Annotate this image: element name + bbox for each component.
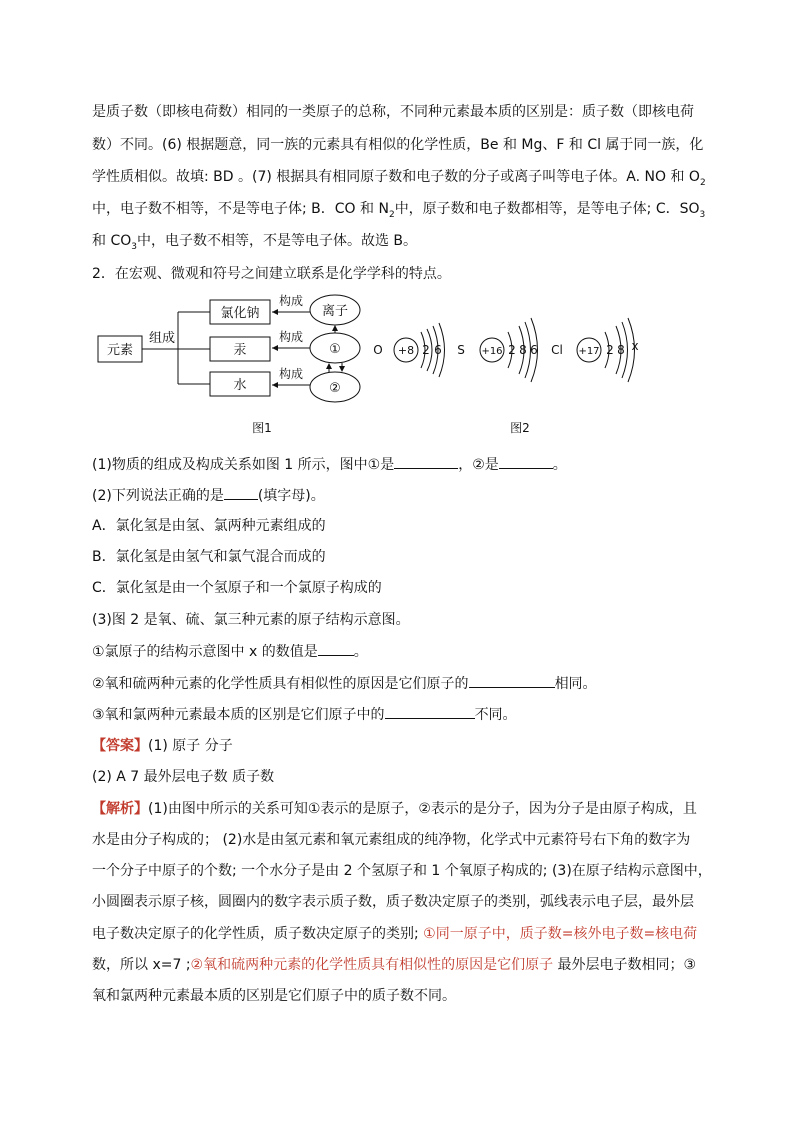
answer-tag: 【答案】 <box>92 738 148 754</box>
question-part <box>92 456 567 473</box>
shell-count: x <box>631 339 639 353</box>
analysis-line <box>92 801 697 817</box>
answer-text: (1) 原子 分子 <box>148 738 233 754</box>
text-line <box>92 201 706 220</box>
ion-label: 离子 <box>321 304 349 319</box>
question-part: (3)图 2 是氧、硫、氯三种元素的原子结构示意图。 <box>92 612 410 628</box>
shell-count: 6 <box>434 343 442 357</box>
shell-count: 6 <box>530 343 538 357</box>
form-label: 构成 <box>278 330 304 344</box>
shell-count: 2 <box>422 343 430 357</box>
oxygen-nucleus-label: +8 <box>397 344 415 357</box>
shell-count: 8 <box>617 343 625 357</box>
analysis-text: 最外层电子数相同；③ <box>557 957 697 973</box>
analysis-line: 氧和氯两种元素最本质的区别是它们原子中的质子数不同。 <box>92 988 456 1004</box>
figure1-caption: 图1 <box>252 421 272 435</box>
answer-blank <box>469 675 555 688</box>
text-segment: ②氧和硫两种元素的化学性质具有相似性的原因是它们原子的 <box>92 676 469 692</box>
oxygen-symbol: O <box>373 343 383 357</box>
shell-count: 8 <box>519 343 527 357</box>
text-line <box>92 169 706 188</box>
subscript: 2 <box>388 209 395 220</box>
answer-blank <box>394 456 458 469</box>
option: C．氯化氢是由一个氢原子和一个氯原子构成的 <box>92 580 382 596</box>
analysis-highlight: ②氧和硫两种元素的化学性质具有相似性的原因是它们原子 <box>190 957 558 973</box>
chlorine-nucleus-label: +17 <box>578 346 600 357</box>
option: B．氯化氢是由氢气和氯气混合而成的 <box>92 549 326 565</box>
text-segment: ，②是 <box>458 457 499 473</box>
question-part <box>92 675 597 692</box>
analysis-line <box>92 957 696 973</box>
answer-blank <box>499 456 553 469</box>
text-segment: (1)物质的组成及构成关系如图 1 所示，图中①是 <box>92 457 395 473</box>
analysis-highlight: ①同一原子中，质子数=核外电子数=核电荷 <box>423 926 698 942</box>
answer-line <box>92 738 233 754</box>
circle1-label: ① <box>329 342 341 357</box>
analysis-text: (1)由图中所示的关系可知①表示的是原子，②表示的是分子，因为分子是由原子构成，且 <box>148 801 697 817</box>
analysis-line: 水是由分子构成的； (2)水是由氢元素和氧元素组成的纯净物，化学式中元素符号右下角的数字为 <box>92 832 691 848</box>
text-line <box>92 233 418 252</box>
analysis-tag: 【解析】 <box>92 801 148 817</box>
subscript: 3 <box>699 209 706 220</box>
text-segment: 不同。 <box>474 707 517 723</box>
subscript: 3 <box>131 241 137 252</box>
text-segment: 中，原子数和电子数都相等，是等电子体; C．SO <box>394 201 700 217</box>
element-label: 元素 <box>106 343 134 358</box>
text-segment: ①氯原子的结构示意图中 x 的数值是 <box>92 644 318 660</box>
figures <box>92 288 712 448</box>
text-segment: 相同。 <box>554 676 597 692</box>
text-segment: (2)下列说法正确的是 <box>92 488 224 504</box>
option: A．氯化氢是由氢、氯两种元素组成的 <box>92 518 326 534</box>
text-line: 是质子数（即核电荷数）相同的一类原子的总称，不同种元素最本质的区别是：质子数（即核电荷 <box>92 104 694 120</box>
text-segment: 。 <box>552 457 567 473</box>
form-label: 构成 <box>278 367 304 381</box>
analysis-text: 数，所以 x=7 ; <box>92 957 191 973</box>
compose-label: 组成 <box>148 331 176 346</box>
answer-blank <box>224 487 258 500</box>
chlorine-symbol: Cl <box>551 343 563 357</box>
sulfur-nucleus-label: +16 <box>481 346 503 357</box>
text-segment: 中，电子数不相等，不是等电子体; B．CO 和 N <box>92 201 389 217</box>
figure2-caption: 图2 <box>510 421 530 435</box>
analysis-line: 小圆圈表示原子核，圆圈内的数字表示质子数，质子数决定原子的类别，弧线表示电子层，最外层 <box>92 894 694 910</box>
shell-count: 2 <box>606 343 614 357</box>
mercury-label: 汞 <box>233 343 247 358</box>
answer-blank <box>385 706 475 719</box>
question-stem: 2．在宏观、微观和符号之间建立联系是化学学科的特点。 <box>92 266 451 282</box>
question-part <box>92 643 368 660</box>
text-segment: 。 <box>353 644 368 660</box>
sulfur-symbol: S <box>457 343 465 357</box>
text-segment: (填字母)。 <box>257 488 325 504</box>
shell-count: 2 <box>508 343 516 357</box>
analysis-line <box>92 926 697 942</box>
answer-blank <box>318 643 354 656</box>
text-segment: ③氧和氯两种元素最本质的区别是它们原子中的 <box>92 707 385 723</box>
question-part <box>92 706 517 723</box>
subscript: 2 <box>699 177 706 188</box>
analysis-text: 电子数决定原子的化学性质，质子数决定原子的类别; <box>92 926 424 942</box>
water-label: 水 <box>233 378 247 393</box>
circle2-label: ② <box>329 381 341 396</box>
question-part <box>92 487 325 504</box>
text-segment: 学性质相似。故填: BD 。(7) 根据具有相同原子数和电子数的分子或离子叫等电子体。A. NO 和 O <box>92 169 700 185</box>
analysis-line: 一个分子中原子的个数; 一个水分子是由 2 个氢原子和 1 个氧原子构成的; (3)在原子结构示意图中， <box>92 863 712 879</box>
text-line: 数）不同。(6) 根据题意，同一族的元素具有相似的化学性质，Be 和 Mg、F 和 Cl 属于同一族，化 <box>92 137 704 153</box>
text-segment: 和 CO <box>92 233 132 249</box>
answer-line: (2) A 7 最外层电子数 质子数 <box>92 769 275 785</box>
nacl-label: 氯化钠 <box>220 306 260 321</box>
form-label: 构成 <box>278 294 304 308</box>
text-segment: 中，电子数不相等，不是等电子体。故选 B。 <box>136 233 418 249</box>
